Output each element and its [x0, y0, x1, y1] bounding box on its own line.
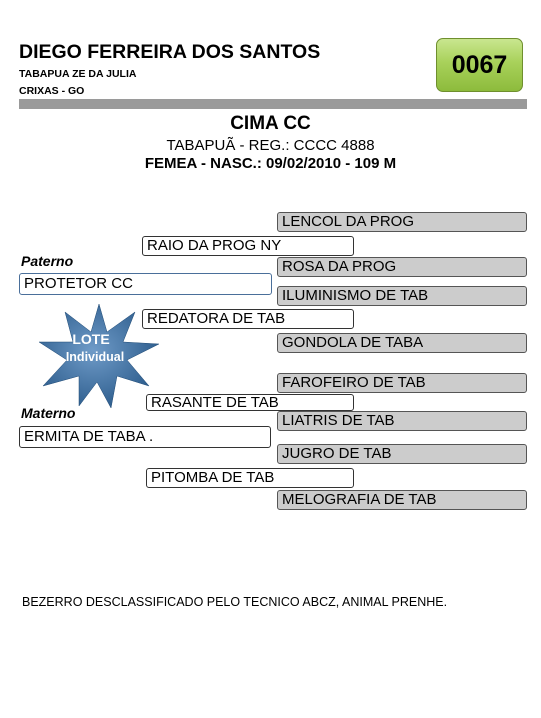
maternal-grandsire: RASANTE DE TAB: [146, 394, 354, 411]
paternal-granddam: REDATORA DE TAB: [142, 309, 354, 329]
great-grandparent-5: FAROFEIRO DE TAB: [277, 373, 527, 393]
great-grandparent-7: JUGRO DE TAB: [277, 444, 527, 464]
header-divider: [19, 99, 527, 109]
animal-name: CIMA CC: [230, 113, 311, 134]
footer-note: BEZERRO DESCLASSIFICADO PELO TECNICO ABCZ, ANIMAL PRENHE.: [22, 595, 448, 609]
great-grandparent-6: LIATRIS DE TAB: [277, 411, 527, 431]
paternal-grandsire: RAIO DA PROG NY: [142, 236, 354, 256]
dam: ERMITA DE TABA .: [19, 426, 271, 448]
animal-registration: TABAPUÃ - REG.: CCCC 4888: [166, 137, 375, 154]
animal-info: FEMEA - NASC.: 09/02/2010 - 109 M: [144, 155, 397, 172]
owner-farm: TABAPUA ZE DA JULIA: [19, 68, 137, 80]
owner-name: DIEGO FERREIRA DOS SANTOS: [19, 41, 321, 63]
lote-text: LOTE: [72, 331, 110, 347]
paternal-label: Paterno: [21, 253, 74, 269]
great-grandparent-2: ROSA DA PROG: [277, 257, 527, 277]
lote-individual-star-badge: [35, 302, 163, 410]
great-grandparent-3: ILUMINISMO DE TAB: [277, 286, 527, 306]
maternal-label: Materno: [21, 405, 76, 421]
maternal-granddam: PITOMBA DE TAB: [146, 468, 354, 488]
great-grandparent-8: MELOGRAFIA DE TAB: [277, 490, 527, 510]
lot-number-badge: 0067: [436, 38, 523, 92]
great-grandparent-1: LENCOL DA PROG: [277, 212, 527, 232]
owner-location: CRIXAS - GO: [19, 85, 85, 97]
great-grandparent-4: GONDOLA DE TABA: [277, 333, 527, 353]
sire: PROTETOR CC: [19, 273, 272, 295]
individual-text: Individual: [65, 350, 125, 364]
